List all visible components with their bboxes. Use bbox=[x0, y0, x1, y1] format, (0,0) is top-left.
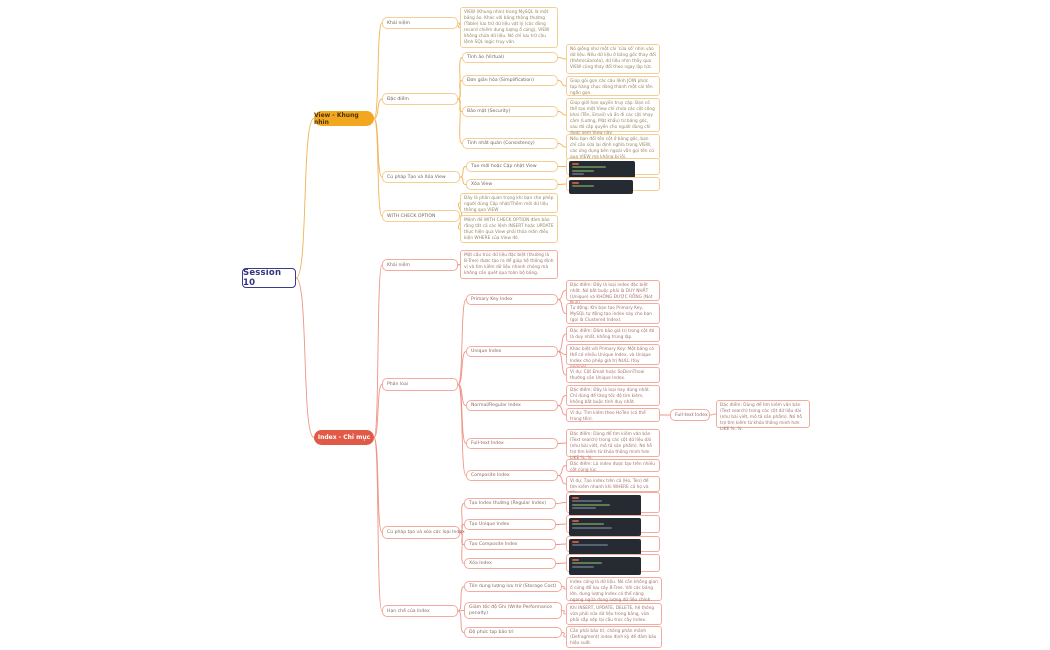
code-line-txt bbox=[572, 544, 608, 546]
code-line-str bbox=[572, 170, 594, 172]
normal-desc-2[interactable]: Ví dụ: Tìm kiếm theo HoTen (có thể trùng tên). bbox=[566, 408, 660, 422]
view-concept-desc[interactable]: VIEW (Khung nhìn) trong MySQL là một bảng ảo. Khác với bảng thông thường (Table) lưu trữ dữ liệu vật lý (các dòng record chiếm dung lượng ổ cứng), VIEW không chứa dữ liệu. Nó chỉ lưu trữ câu lệnh SQL logic truy vấn. bbox=[460, 7, 558, 48]
branch-view[interactable]: View - Khung nhìn bbox=[314, 111, 374, 126]
limit-storage-desc[interactable]: Index cũng là dữ liệu. Nó cần không gian ổ cứng để lưu cây B-Tree. Với các bảng lớn, dung lượng Index có thể nặng ngang ngửa dung lượng dữ liệu chính. bbox=[566, 577, 662, 601]
syn-drop-index[interactable]: Xóa Index bbox=[464, 558, 556, 569]
sql-code-snippet bbox=[569, 557, 641, 575]
composite-desc-1[interactable]: Đặc điểm: Là index được tạo trên nhiều cột cùng lúc. bbox=[566, 459, 660, 472]
code-line-kw bbox=[572, 163, 579, 165]
code-regular-index[interactable] bbox=[566, 492, 660, 513]
idx-concept[interactable]: Khái niệm bbox=[382, 259, 458, 271]
code-line-kw bbox=[572, 559, 579, 561]
code-line-kw bbox=[572, 182, 579, 184]
code-create-view[interactable] bbox=[566, 158, 660, 175]
feat-security-desc[interactable]: Giúp giới hạn quyền truy cập. Bạn có thể tạo một View chỉ chứa các cột công khai (Tên, Email) và ẩn đi các cột nhạy cảm (Lương, Mật khẩu) từ bảng gốc, sau đó cấp quyền cho người dùng chỉ bbox=[566, 98, 660, 132]
wco-desc-2[interactable]: Mệnh đề WITH CHECK OPTION đảm bảo rằng tất cả các lệnh INSERT hoặc UPDATE thực hiện qua View phải thỏa mãn điều kiện WHERE của View đó. bbox=[460, 215, 558, 243]
code-line-txt bbox=[572, 527, 612, 529]
code-line-str bbox=[572, 562, 602, 564]
nested-fulltext-desc[interactable]: Đặc điểm: Dùng để tìm kiếm văn bản (Text search) trong các cột dữ liệu dài (như bài viết, mô tả sản phẩm). Nó hỗ trợ tìm kiếm từ khóa thông minh hơn LIKE %..%. bbox=[716, 400, 810, 428]
type-composite[interactable]: Composite Index bbox=[466, 470, 558, 481]
code-line-str bbox=[572, 185, 594, 187]
feat-security[interactable]: Bảo mật (Security) bbox=[462, 106, 558, 117]
view-features[interactable]: Đặc điểm bbox=[382, 93, 458, 105]
sql-code-snippet bbox=[569, 495, 641, 516]
sql-code-snippet bbox=[569, 180, 633, 194]
sql-code-snippet bbox=[569, 161, 635, 178]
unique-desc-1[interactable]: Đặc điểm: Đảm bảo giá trị trong cột đó là duy nhất, không trùng lặp. bbox=[566, 326, 660, 342]
type-unique[interactable]: Unique Index bbox=[466, 346, 558, 357]
feat-consistency[interactable]: Tính nhất quán (Consistency) bbox=[462, 138, 558, 149]
code-line-str bbox=[572, 523, 604, 525]
code-line-str bbox=[572, 504, 610, 506]
code-line-txt bbox=[572, 500, 602, 502]
code-line-txt bbox=[572, 507, 596, 509]
feat-virtual-desc[interactable]: Nó giống như một cái 'cửa sổ' nhìn vào dữ liệu. Nếu dữ liệu ở bảng gốc thay đổi (thêm/sửa/xóa), dữ liệu nhìn thấy qua VIEW cũng thay đổi theo ngay lập tức. bbox=[566, 44, 660, 74]
feat-simplification-desc[interactable]: Giúp gói gọn các câu lệnh JOIN phức tạp hàng chục dòng thành một cái tên ngắn gọn. bbox=[566, 76, 660, 96]
view-wco[interactable]: WITH CHECK OPTION bbox=[382, 210, 460, 222]
code-line-kw bbox=[572, 520, 579, 522]
fulltext-desc[interactable]: Đặc điểm: Dùng để tìm kiếm văn bản (Text search) trong các cột dữ liệu dài (như bài viết, mô tả sản phẩm). Nó hỗ trợ tìm kiếm từ khóa thông minh hơn bbox=[566, 429, 660, 457]
type-primary-key[interactable]: Primary Key Index bbox=[466, 294, 558, 305]
branch-index[interactable]: Index - Chỉ mục bbox=[314, 430, 374, 445]
code-line-txt bbox=[572, 173, 584, 175]
code-line-kw bbox=[572, 497, 579, 499]
limit-maintenance-desc[interactable]: Cần phải bảo trì, chống phân mảnh (Defragment) index định kỳ để đảm bảo hiệu suất. bbox=[566, 626, 662, 648]
code-line-str bbox=[572, 166, 606, 168]
session-root[interactable]: Session 10 bbox=[242, 268, 296, 288]
view-concept[interactable]: Khái niệm bbox=[382, 17, 458, 29]
syn-create-view[interactable]: Tạo mới hoặc Cập nhật View bbox=[466, 161, 558, 172]
idx-types[interactable]: Phân loại bbox=[382, 378, 458, 391]
view-syntax[interactable]: Cú pháp Tạo và Xóa View bbox=[382, 171, 460, 183]
feat-simplification[interactable]: Đơn giản hóa (Simplification) bbox=[462, 75, 558, 86]
sql-code-snippet bbox=[569, 539, 641, 555]
feat-consistency-desc[interactable]: Nếu bạn đổi tên cột ở bảng gốc, bạn chỉ cần sửa lại định nghĩa trong VIEW, các ứng dụng bên ngoài vẫn gọi tên cũ bbox=[566, 134, 660, 160]
limit-write-desc[interactable]: Khi INSERT, UPDATE, DELETE, hệ thống vừa phải sửa dữ liệu trong bảng, vừa phải sắp xếp lại cấu trúc cây Index. bbox=[566, 603, 662, 625]
idx-concept-desc[interactable]: Một cấu trúc dữ liệu đặc biệt (thường là B-Tree) được tạo ra để giúp hệ thống định vị và tìm kiếm dữ liệu nhanh chóng mà không cần quét qua toàn bộ bảng. bbox=[460, 250, 558, 279]
idx-syntax[interactable]: Cú pháp tạo và xóa các loại Index bbox=[382, 526, 460, 539]
code-drop-view[interactable] bbox=[566, 177, 660, 191]
syn-drop-view[interactable]: Xóa View bbox=[466, 179, 558, 190]
syn-regular-index[interactable]: Tạo Index thường (Regular Index) bbox=[464, 498, 556, 509]
code-drop-index[interactable] bbox=[566, 554, 660, 572]
wco-desc-1[interactable]: Đây là phần quan trọng khi bạn cho phép người dùng Cập nhật/Thêm mới dữ liệu thông qua VIEW bbox=[460, 193, 558, 213]
code-line-kw bbox=[572, 541, 579, 543]
idx-limits[interactable]: Hạn chế của Index bbox=[382, 605, 458, 617]
pk-desc-1[interactable]: Đặc điểm: Đây là loại index đặc biệt nhất. Nó bắt buộc phải là DUY NHẤT (Unique) và KHÔNG ĐƯỢC RỖNG (Not bbox=[566, 280, 660, 301]
code-line-txt bbox=[572, 566, 594, 568]
normal-desc-1[interactable]: Đặc điểm: Đây là loại hay dùng nhất. Chỉ dùng để tăng tốc độ tìm kiếm, không bắt buộc tính duy nhất. bbox=[566, 385, 660, 406]
type-normal[interactable]: Normal/Regular Index bbox=[466, 400, 558, 411]
sql-code-snippet bbox=[569, 518, 641, 536]
syn-composite-index[interactable]: Tạo Composite Index bbox=[464, 539, 556, 550]
nested-fulltext[interactable]: Full-text Index bbox=[670, 409, 710, 421]
syn-unique-index[interactable]: Tạo Unique Index bbox=[464, 519, 556, 530]
type-fulltext[interactable]: Full-text Index bbox=[466, 438, 558, 449]
feat-virtual[interactable]: Tính ảo (Virtual) bbox=[462, 52, 558, 63]
unique-desc-3[interactable]: Ví dụ: Cột Email hoặc SoDienThoai thường cần Unique Index. bbox=[566, 367, 660, 383]
code-unique-index[interactable] bbox=[566, 515, 660, 533]
composite-desc-2[interactable]: Ví dụ: Tạo index trên cả (Ho, Ten) để tìm kiếm nhanh khi WHERE cả họ và bbox=[566, 476, 660, 492]
limit-maintenance[interactable]: Độ phức tạp bảo trì bbox=[464, 627, 562, 638]
limit-storage[interactable]: Tốn dung lượng lưu trữ (Storage Cost) bbox=[464, 581, 562, 592]
unique-desc-2[interactable]: Khác biệt với Primary Key: Một bảng có thể có nhiều Unique Index, và Unique Index cho phép giá trị NULL (tùy bbox=[566, 344, 660, 365]
limit-write[interactable]: Giảm tốc độ Ghi (Write Performance penalty) bbox=[464, 602, 562, 619]
pk-desc-2[interactable]: Tự động: Khi bạn tạo Primary Key, MySQL tự động tạo index này cho bạn (gọi là Clustered Index). bbox=[566, 303, 660, 324]
code-composite-index[interactable] bbox=[566, 536, 660, 552]
